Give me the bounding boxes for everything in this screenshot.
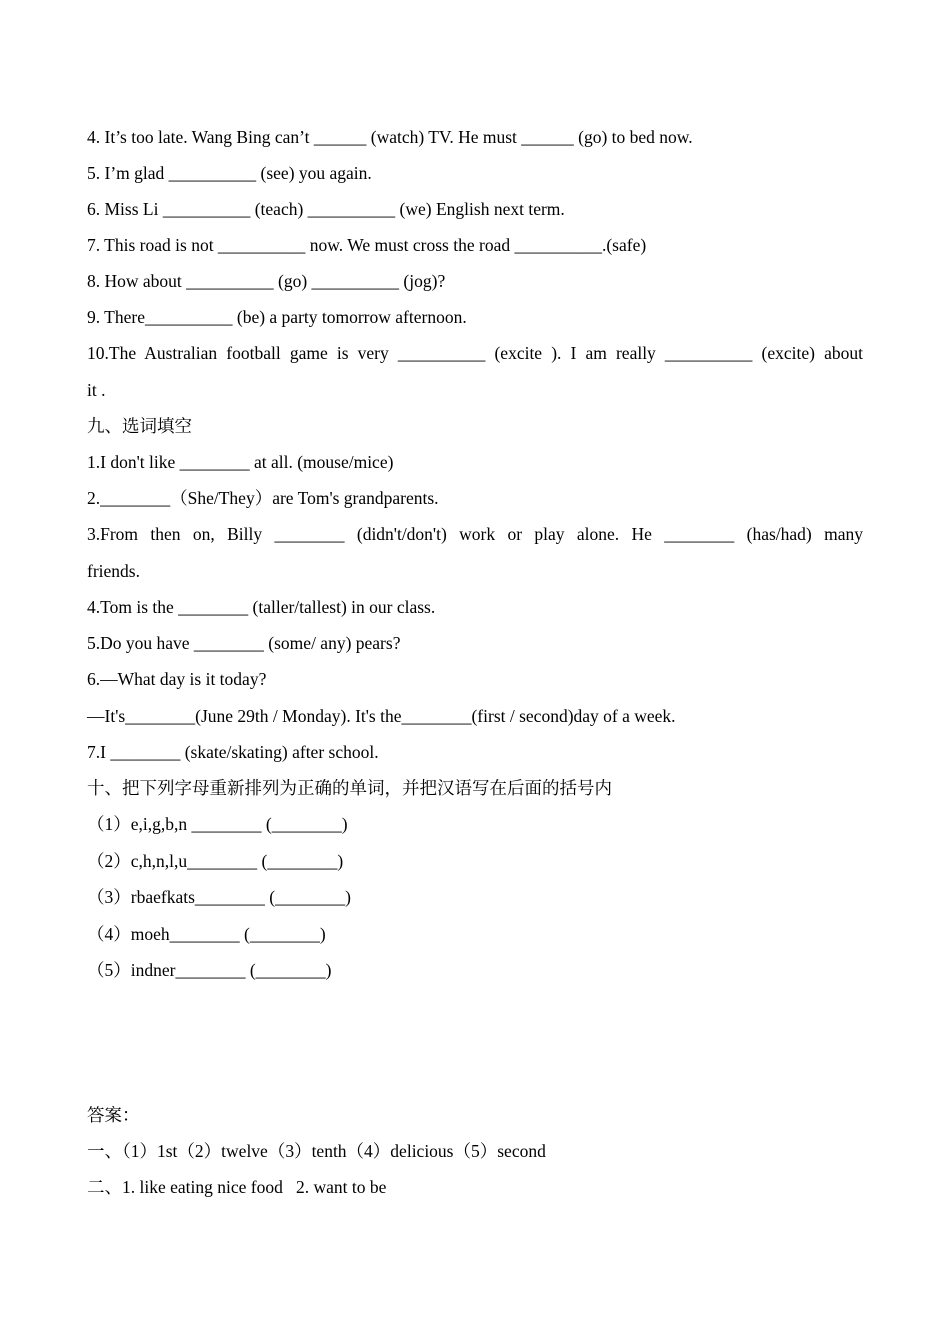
answers-line-1: 一、（1）1st（2）twelve（3）tenth（4）delicious（5）second <box>87 1141 546 1161</box>
exercise-9-q1: 1.I don't like ________ at all. (mouse/mice) <box>87 452 394 472</box>
exercise-9-q3-line1: 3.From then on, Billy ________ (didn't/don't) work or play alone. He ________ (has/had) many <box>87 524 863 544</box>
exercise-8-q8: 8. How about __________ (go) __________ (jog)? <box>87 271 446 291</box>
exercise-10-item: （5）indner________ (________) <box>87 960 332 980</box>
exercise-8-q6: 6. Miss Li __________ (teach) __________ (we) English next term. <box>87 199 565 219</box>
exercise-9-q5: 5.Do you have ________ (some/ any) pears? <box>87 633 401 653</box>
exercise-9-q2: 2.________（She/They）are Tom's grandparents. <box>87 488 439 508</box>
exercise-9-q4: 4.Tom is the ________ (taller/tallest) in our class. <box>87 597 436 617</box>
exercise-8-q7: 7. This road is not __________ now. We must cross the road __________.(safe) <box>87 235 647 255</box>
exercise-9-q6-line2: —It's________(June 29th / Monday). It's the________(first / second)day of a week. <box>87 706 676 726</box>
section-9-heading: 九、选词填空 <box>87 416 192 436</box>
exercise-8-q10-line2: it . <box>87 380 106 400</box>
exercise-10-item: （3）rbaefkats________ (________) <box>87 887 351 907</box>
section-10-heading: 十、把下列字母重新排列为正确的单词，并把汉语写在后面的括号内 <box>87 778 612 798</box>
exercise-9-q7: 7.I ________ (skate/skating) after school. <box>87 742 379 762</box>
exercise-8-q10-line1: 10.The Australian football game is very __________ (excite ). I am really __________ (excite) about <box>87 343 863 363</box>
exercise-8-q4: 4. It’s too late. Wang Bing can’t ______ (watch) TV. He must ______ (go) to bed now. <box>87 127 693 147</box>
answers-heading: 答案： <box>87 1105 140 1125</box>
exercise-10-item: （2）c,h,n,l,u________ (________) <box>87 851 344 871</box>
exercise-9-q3-line2: friends. <box>87 561 140 581</box>
exercise-9-q6-line1: 6.—What day is it today? <box>87 669 267 689</box>
exercise-10-item: （1）e,i,g,b,n ________ (________) <box>87 814 348 834</box>
exercise-10-item: （4）moeh________ (________) <box>87 924 326 944</box>
answers-line-2: 二、1. like eating nice food 2. want to be <box>87 1177 387 1197</box>
exercise-8-q5: 5. I’m glad __________ (see) you again. <box>87 163 372 183</box>
exercise-8-q9: 9. There__________ (be) a party tomorrow afternoon. <box>87 307 467 327</box>
